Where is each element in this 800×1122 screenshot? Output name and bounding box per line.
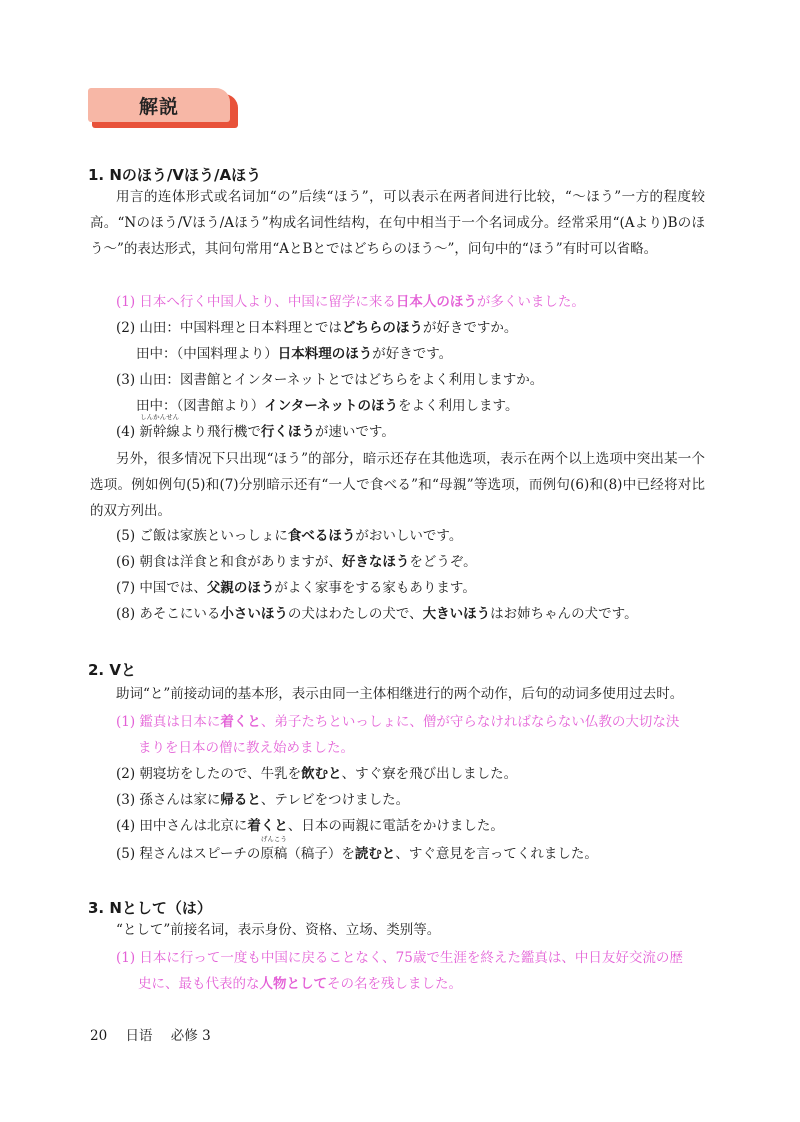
section-badge <box>88 88 238 128</box>
example-2-4: (4) 田中さんは北京に着くと、日本の両親に電話をかけました。 <box>116 818 504 834</box>
example-2-1: (1) 鑑真は日本に着くと、弟子たちといっしょに、僧が守らなければならない仏教の大切な決 <box>116 714 680 730</box>
example-2-2: (2) 朝寝坊をしたので、牛乳を飲むと、すぐ寮を飛び出しました。 <box>116 766 518 782</box>
ruby-genkou: げんこう 原稿 <box>260 835 288 862</box>
section-2-title: 2. Vと <box>88 661 136 679</box>
section-3-intro: “として”前接名词，表示身份、资格、立场、类别等。 <box>116 922 441 938</box>
example-3-1: (1) 日本に行って一度も中国に戻ることなく、75歳で生涯を終えた鑑真は、中日友好交流の歴 <box>116 950 683 966</box>
example-1-4: (4) しんかんせん 新幹線より飛行機で行くほうが速いです。 <box>116 413 395 440</box>
example-1-6: (6) 朝食は洋食と和食がありますが、好きなほうをどうぞ。 <box>116 554 477 570</box>
ruby-shinkansen: しんかんせん 新幹線 <box>139 413 180 440</box>
section-1-middle: 另外，很多情况下只出现“ほう”的部分，暗示还存在其他选项，表示在两个以上选项中突出某一个选项。例如例句(5)和(7)分别暗示还有“一人で食べる”和“母親”等选项，而例句(6)和(8)中已经将对比的双方列出。 <box>90 451 705 519</box>
example-1-7: (7) 中国では、父親のほうがよく家事をする家もあります。 <box>116 580 476 596</box>
book-volume: 必修 3 <box>170 1028 211 1044</box>
example-2-3: (3) 孫さんは家に帰ると、テレビをつけました。 <box>116 792 410 808</box>
section-3-title: 3. Nとして（は） <box>88 899 212 917</box>
page-footer <box>90 1024 225 1044</box>
section-2-intro: 助词“と”前接动词的基本形，表示由同一主体相继进行的两个动作，后句的动词多使用过去时。 <box>116 686 684 702</box>
badge-label: 解説 <box>88 88 230 122</box>
section-1-intro: 用言的连体形式或名词加“の”后续“ほう”，可以表示在两者间进行比较，“〜ほう”一方的程度较高。“Nのほう/Vほう/Aほう”构成名词性结构，在句中相当于一个名词成分。经常采用“(Aより)Bのほう〜”的表达形式，其问句常用“AとBとではどちらのほう〜”，问句中的“ほう”有时可以省略。 <box>90 189 705 257</box>
example-1-5: (5) ご飯は家族といっしょに食べるほうがおいしいです。 <box>116 528 463 544</box>
example-1-2-reply: 田中：（中国料理より）日本料理のほうが好きです。 <box>136 346 453 362</box>
page-number: 20 <box>90 1028 108 1044</box>
example-1-3-reply: 田中：（図書館より）インターネットのほうをよく利用します。 <box>136 398 519 414</box>
example-1-3: (3) 山田：図書館とインターネットとではどちらをよく利用しますか。 <box>116 372 544 388</box>
example-2-5: (5) 程さんはスピーチの げんこう 原稿（稿子）を読むと、すぐ意見を言ってくれました。 <box>116 835 598 862</box>
section-1-title: 1. Nのほう/Vほう/Aほう <box>88 166 262 184</box>
example-3-1-cont: 史に、最も代表的な人物としてその名を残しました。 <box>138 976 462 992</box>
example-1-2: (2) 山田：中国料理と日本料理とではどちらのほうが好きですか。 <box>116 320 518 336</box>
example-2-1-cont: まりを日本の僧に教え始めました。 <box>138 740 354 756</box>
example-1-1: (1) 日本へ行く中国人より、中国に留学に来る日本人のほうが多くいました。 <box>116 294 585 310</box>
example-1-8: (8) あそこにいる小さいほうの犬はわたしの犬で、大きいほうはお姉ちゃんの犬です。 <box>116 606 638 622</box>
book-title: 日语 <box>125 1028 153 1044</box>
